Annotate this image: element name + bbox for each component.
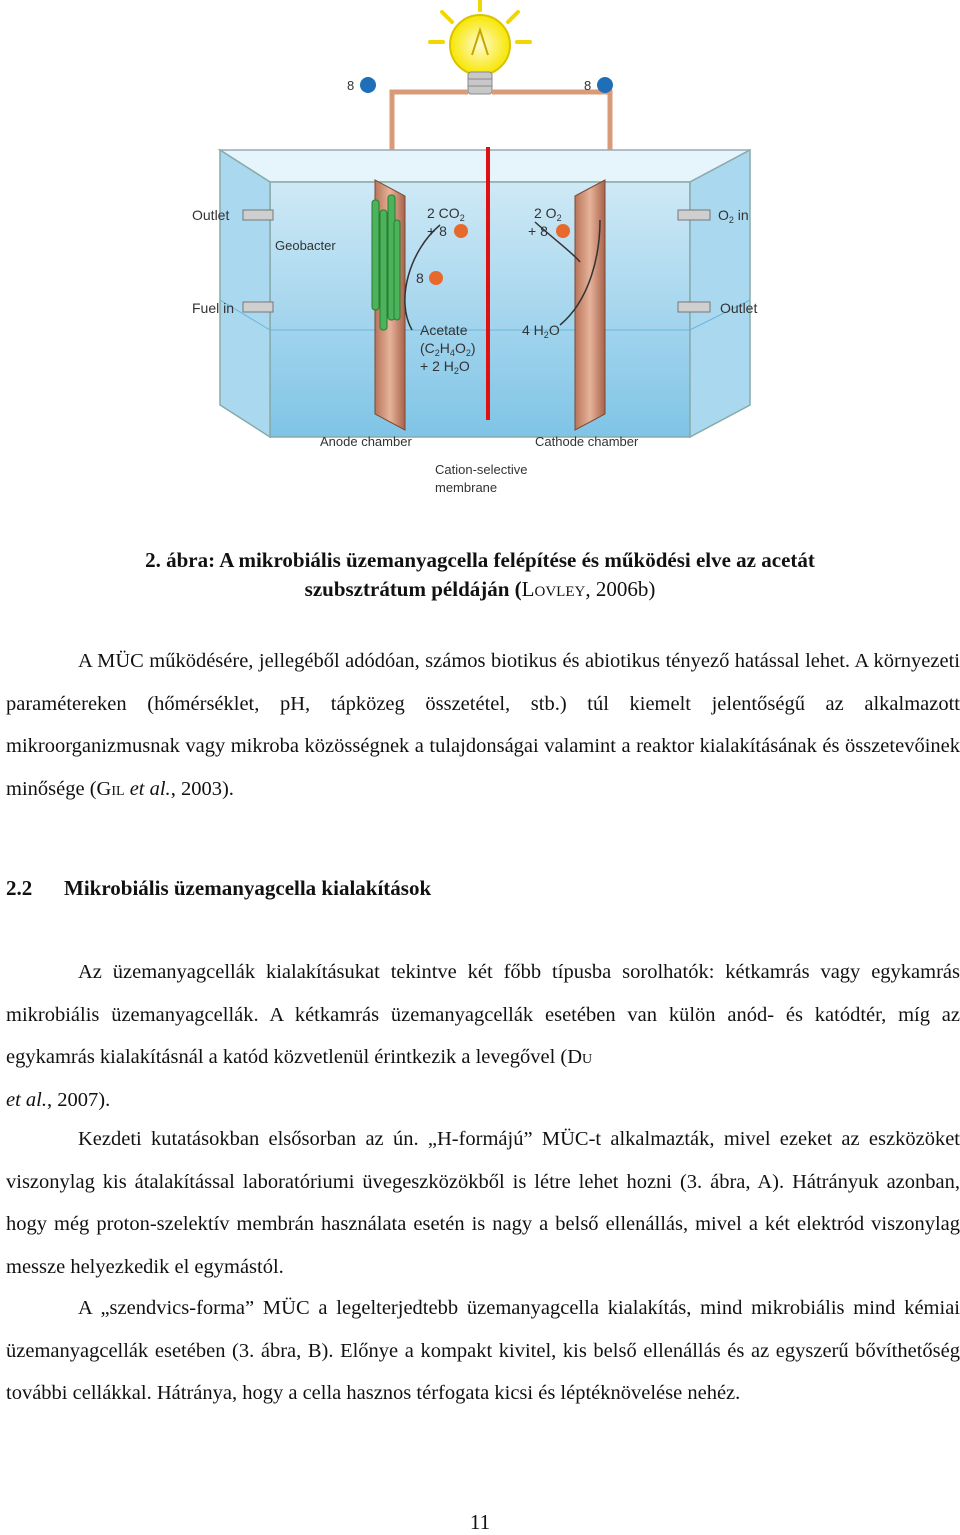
svg-text:membrane: membrane — [435, 480, 498, 495]
paragraph-3: Kezdeti kutatásokban elsősorban az ún. „H-formájú” MÜC-t alkalmazták, mivel ezeket az eszközöket viszonylag kis átalakítással laboratóriumi üvegeszközökből is létre lehet hozni (3. ábra, A). Hátrányuk azonban, hogy még proton-szelektív membrán használata esetén is nagy a belső ellenállás, mivel a két elektród viszonylag messze helyezkedik el egymástól. — [6, 1128, 960, 1278]
svg-text:+ 2 H2O: + 2 $H_2O$ — [420, 358, 470, 376]
section-heading: 2.2 Mikrobiális üzemanyagcella kialakítások — [6, 876, 432, 900]
citation-author: Du — [567, 1046, 593, 1068]
h-plus-right-label: + 8 — [528, 223, 548, 239]
svg-text:(C2H4O2): $(C_2H_4O_2)$ — [420, 340, 476, 358]
svg-text:8: 8 — [347, 78, 355, 93]
acetate-label: Acetate — [420, 322, 468, 338]
caption-author: Lovley — [521, 577, 586, 601]
electron-marker-left — [347, 77, 376, 93]
svg-text:8: 8 — [584, 78, 592, 93]
paragraph-4: A „szendvics-forma” MÜC a legelterjedtebb üzemanyagcella kialakítás, mind mikrobiális mind kémiai üzemanyagcellák esetében (3. ábra, B). Előnye a kompakt kivitel, kis belső ellenállás és az egyszerű bővíthetőség további cellákkal. Hátránya, hogy a cella hasznos térfogata kicsi és léptéknövelése nehéz. — [6, 1297, 960, 1404]
cathode-chamber-label: Cathode chamber — [535, 434, 639, 449]
co2-label: 2 $CO_2$ — [427, 205, 465, 223]
svg-text:8: 8 — [416, 270, 424, 286]
outlet-left-label: Outlet — [192, 207, 230, 223]
figure-caption-line1: 2. ábra: A mikrobiális üzemanyagcella felépítése és működési elve az acetát — [145, 548, 815, 572]
outlet-right-label: Outlet — [720, 300, 758, 316]
h-plus-left-label: + 8 — [427, 223, 447, 239]
o2-in-label: $O_2$ in — [718, 207, 749, 225]
paragraph-2: Az üzemanyagcellák kialakításukat tekintve két főbb típusba sorolhatók: kétkamrás vagy egykamrás mikrobiális üzemanyagcellák. A kétkamrás üzemanyagcellák esetében van külön anód- és katódtér, míg az egykamrás kialakításnál a katód közvetlenül érintkezik a levegővel (Du et al., 2007). — [6, 961, 960, 1111]
mfc-diagram-figure — [180, 0, 810, 505]
light-bulb-icon — [450, 15, 510, 94]
geobacter-label: Geobacter — [275, 238, 336, 253]
membrane-label: Cation-selective — [435, 462, 528, 477]
citation-author: Gil — [96, 777, 125, 800]
fuel-cell-tank — [220, 150, 750, 437]
anode-electrode — [372, 180, 405, 430]
water-label: 4 $H_2O$ — [522, 322, 560, 340]
cathode-electrode — [575, 180, 605, 430]
anode-chamber-label: Anode chamber — [320, 434, 412, 449]
paragraph-1: A MÜC működésére, jellegéből adódóan, számos biotikus és abiotikus tényező hatással lehet. A környezeti paramétereken (hőmérséklet, pH, tápközeg összetétel, stb.) túl kiemelt jelentőségű az alkalmazott mikroorganizmusnak vagy mikroba közösségnek a tulajdonságai valamint a reaktor kialakításának és összetevőinek minősége (Gil et al., 2003). — [6, 650, 960, 800]
page-number: 11 — [469, 1510, 491, 1534]
figure-caption-line2: szubsztrátum példáján (Lovley, 2006b) — [304, 577, 656, 601]
fuel-in-label: Fuel in — [192, 300, 235, 316]
circuit-wire — [392, 92, 610, 150]
o2-label: 2 $O_2$ — [534, 205, 562, 223]
